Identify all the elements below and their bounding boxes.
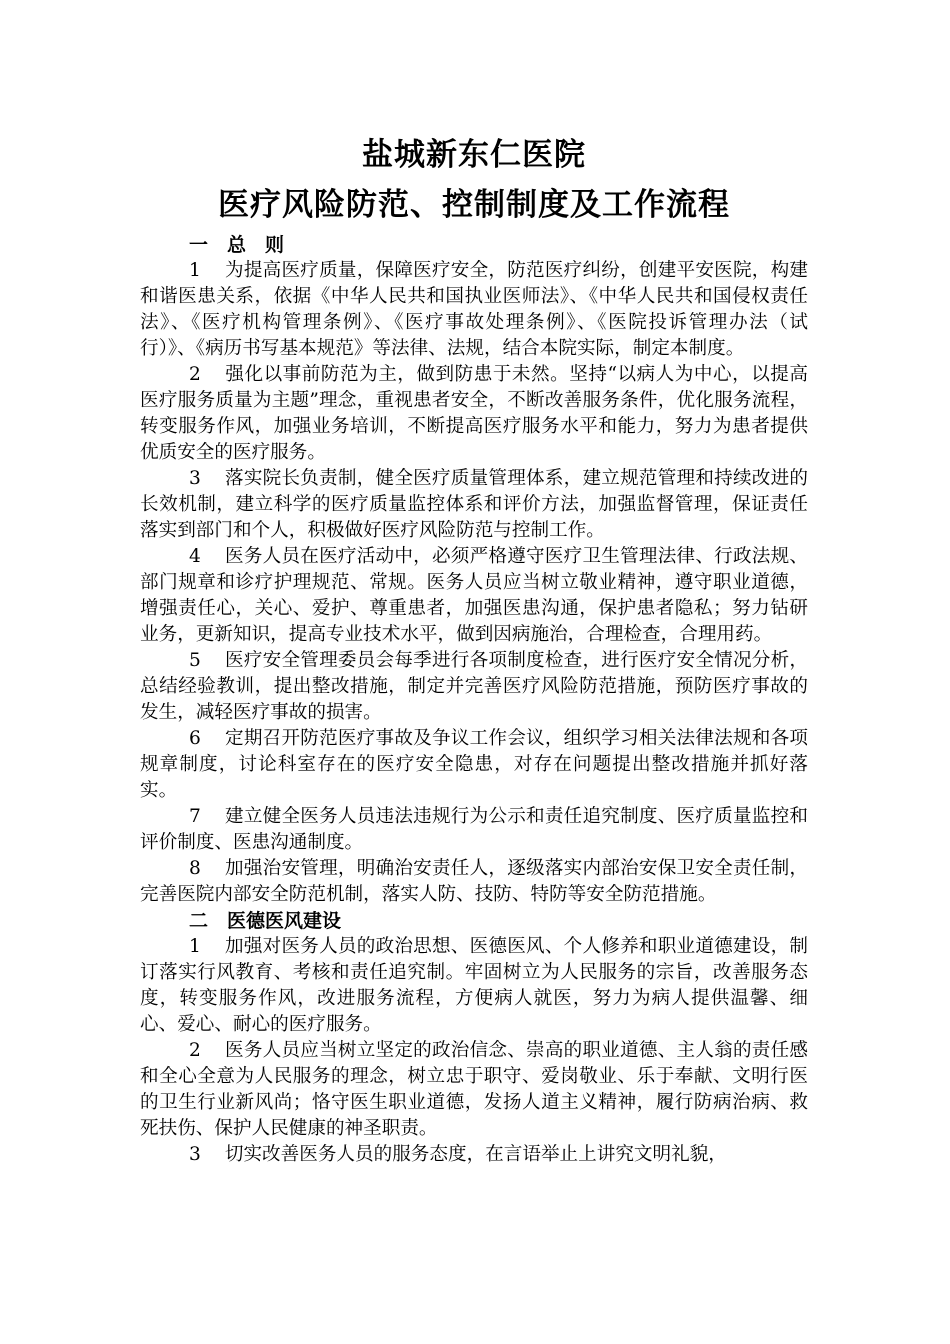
section-heading: 一 总 则 [189,234,285,256]
paragraph-number: 1 [189,936,201,957]
paragraph-number: 4 [189,546,201,567]
section-heading: 二 医德医风建设 [189,910,342,932]
paragraph [140,1038,808,1142]
paragraph-text: 加强对医务人员的政治思想、医德医风、个人修养和职业道德建设，制订落实行风教育、考核和责任追究制。牢固树立为人民服务的宗旨，改善服务态度，转变服务作风，改进服务流程，方便病人就医，努力为病人提供温馨、细心、爱心、耐心的医疗服务。 [140,936,808,1035]
paragraph-text: 落实院长负责制，健全医疗质量管理体系，建立规范管理和持续改进的长效机制，建立科学的医疗质量监控体系和评价方法，加强监督管理，保证责任落实到部门和个人，积极做好医疗风险防范与控制工作。 [140,468,808,541]
paragraph-text: 医务人员在医疗活动中，必须严格遵守医疗卫生管理法律、行政法规、部门规章和诊疗护理规范、常规。医务人员应当树立敬业精神，遵守职业道德，增强责任心，关心、爱护、尊重患者，加强医患沟通，保护患者隐私；努力钻研业务，更新知识，提高专业技术水平，做到因病施治，合理检查，合理用药。 [140,546,808,645]
paragraph [140,726,808,804]
paragraph-number: 3 [189,1144,201,1165]
document-page [140,130,808,1168]
paragraph-text: 切实改善医务人员的服务态度，在言语举止上讲究文明礼貌， [224,1144,727,1165]
paragraph [140,856,808,908]
paragraph-text: 医疗安全管理委员会每季进行各项制度检查，进行医疗安全情况分析，总结经验教训，提出整改措施，制定并完善医疗风险防范措施，预防医疗事故的发生，减轻医疗事故的损害。 [140,650,808,723]
section-medical-ethics [140,908,808,1168]
paragraph-number: 7 [189,806,201,827]
document-title: 医疗风险防范、控制制度及工作流程 [218,187,730,223]
hospital-name-title: 盐城新东仁医院 [362,137,586,173]
paragraph [140,362,808,466]
paragraph-text: 定期召开防范医疗事故及争议工作会议，组织学习相关法律法规和各项规章制度，讨论科室存在的医疗安全隐患，对存在问题提出整改措施并抓好落实。 [140,728,808,801]
paragraph [140,934,808,1038]
paragraph-text: 医务人员应当树立坚定的政治信念、崇高的职业道德、主人翁的责任感和全心全意为人民服务的理念，树立忠于职守、爱岗敬业、乐于奉献、文明行医的卫生行业新风尚；恪守医生职业道德，发扬人道主义精神，履行防病治病、救死扶伤、保护人民健康的神圣职责。 [140,1040,808,1139]
paragraph [140,258,808,362]
paragraph [140,648,808,726]
paragraph-number: 5 [189,650,201,671]
section-general [140,232,808,908]
paragraph-text: 加强治安管理，明确治安责任人，逐级落实内部治安保卫安全责任制，完善医院内部安全防范机制，落实人防、技防、特防等安全防范措施。 [140,858,808,905]
paragraph-number: 1 [189,260,201,281]
paragraph-number: 3 [189,468,201,489]
paragraph-text: 为提高医疗质量，保障医疗安全，防范医疗纠纷，创建平安医院，构建和谐医患关系，依据《中华人民共和国执业医师法》、《中华人民共和国侵权责任法》、《医疗机构管理条例》、《医疗事故处理条例》、《医院投诉管理办法（试行）》、《病历书写基本规范》等法律、法规，结合本院实际，制定本制度。 [140,260,808,359]
paragraph-text: 强化以事前防范为主，做到防患于未然。坚持“以病人为中心，以提高医疗服务质量为主题”理念，重视患者安全，不断改善服务条件，优化服务流程，转变服务作风，加强业务培训，不断提高医疗服务水平和能力，努力为患者提供优质安全的医疗服务。 [140,364,808,463]
paragraph-number: 8 [189,858,201,879]
paragraph-number: 2 [189,1040,201,1061]
paragraph-number: 2 [189,364,201,385]
paragraph [140,544,808,648]
paragraph [140,466,808,544]
paragraph [140,804,808,856]
paragraph-text: 建立健全医务人员违法违规行为公示和责任追究制度、医疗质量监控和评价制度、医患沟通制度。 [140,806,808,853]
paragraph-number: 6 [189,728,201,749]
paragraph [140,1142,808,1168]
